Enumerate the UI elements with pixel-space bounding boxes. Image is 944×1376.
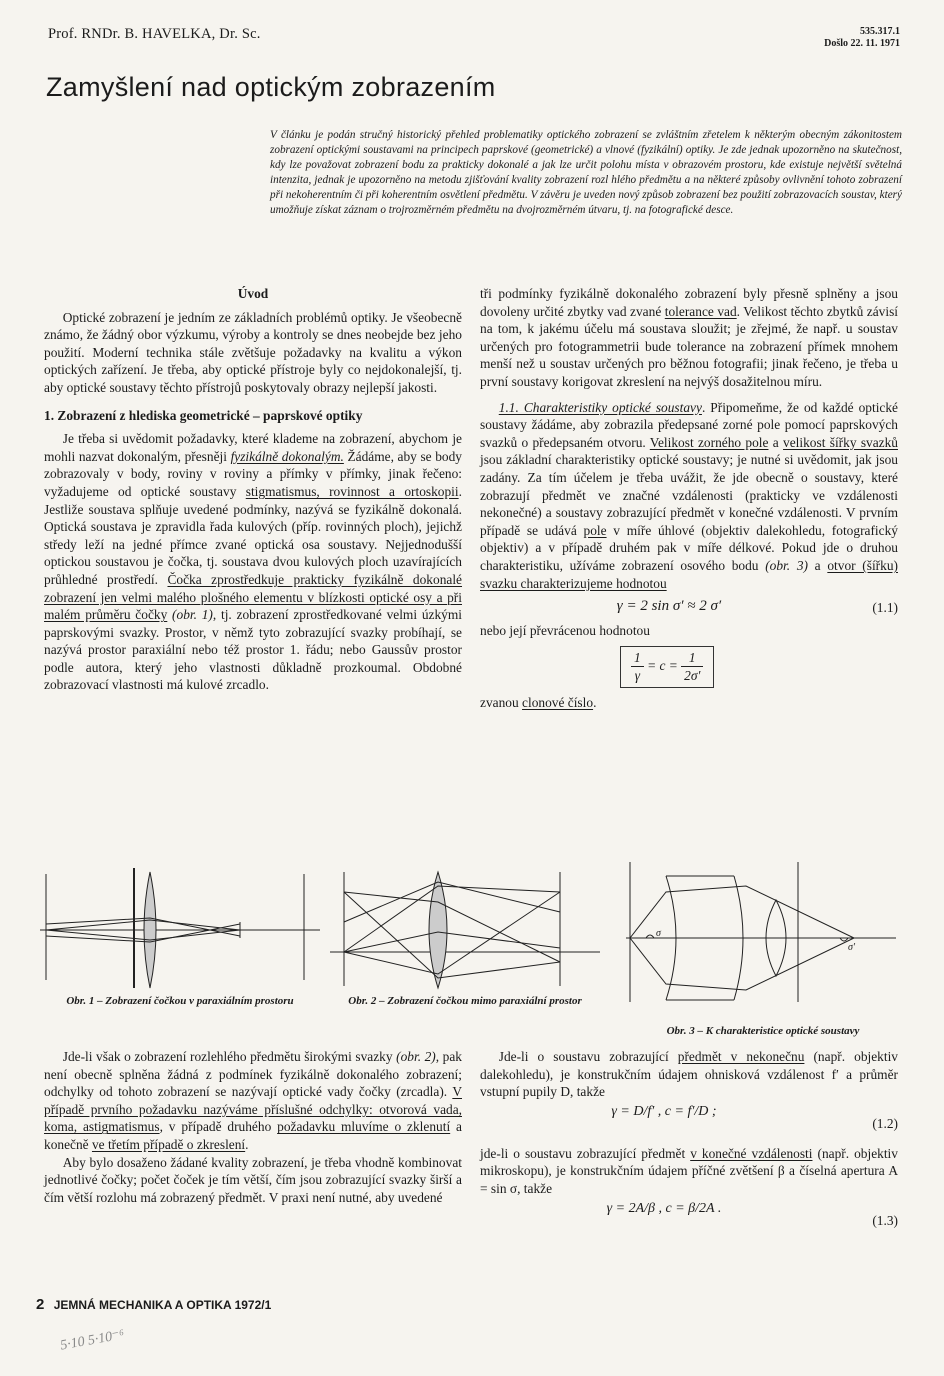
text-run: , v případě druhého <box>159 1119 278 1135</box>
equation-number: (1.2) <box>872 1115 898 1131</box>
text-run: , pak není obecně splněna žádná z podmínek fyzikálně dokonalého zobrazení; odchylky od tohoto zobrazení se nazývají optické vady čočky (zrcadla). <box>44 1049 463 1100</box>
figure-3-diagram <box>626 856 896 1006</box>
left-paragraph-3 <box>44 1048 462 1154</box>
reference-block <box>824 26 900 50</box>
text-run: jde-li o soustavu zobrazující předmět <box>480 1145 691 1161</box>
right-column <box>480 285 898 711</box>
section-1-heading: 1. Zobrazení z hlediska geometrické – paprskové optiky <box>44 407 363 423</box>
article-title: Zamyšlení nad optickým zobrazením <box>46 72 496 102</box>
equation-number: (1.3) <box>872 1212 898 1228</box>
figure-3-caption: Obr. 3 – K charakteristice optické soustavy <box>666 1025 860 1037</box>
figure-3-sigma-label: σ <box>656 928 661 939</box>
pencil-annotation: 5·10 5·10⁻⁶ <box>59 1327 126 1354</box>
figure-2-diagram <box>330 862 600 992</box>
text-run-underlined: požadavku mluvíme o zklenutí <box>277 1119 451 1135</box>
text-run-underlined: tolerance vad <box>664 303 737 319</box>
text-run-underlined: fyzikálně dokonalým. <box>230 448 344 464</box>
received-date: Došlo 22. 11. 1971 <box>824 38 900 49</box>
equation-middle: = c = <box>647 657 678 673</box>
text-run: zvanou <box>480 694 523 710</box>
left-paragraph-4: Aby bylo dosaženo žádané kvality zobrazení, je třeba vhodně kombinovat jednotlivé čočky; počet čoček je tím větší, čím jsou zobrazující svazky širší a čím větší rozlohu má zobrazený předmět. V praxi není nutné, aby uvedené <box>44 1154 462 1205</box>
text-run: (např. objektiv dalekohledu), je konstrukčním údajem ohnisková vzdálenost f′ a průměr vstupní pupily D, takže <box>480 1049 899 1100</box>
text-run: Jde-li o soustavu zobrazující <box>498 1049 678 1064</box>
right-paragraph-3: nebo její převrácenou hodnotou <box>480 623 650 639</box>
left-column <box>44 285 462 694</box>
text-run-underlined: V případě prvního požadavku nazýváme příslušné odchylky: otvorová vada, koma, astigmatismus <box>44 1084 462 1135</box>
fraction <box>681 649 703 685</box>
text-run: tři podmínky fyzikálně dokonalého zobrazení byly přesně splněny a jsou dovoleny určité zbytky vad zvané <box>480 286 898 319</box>
text-run: . <box>593 694 597 710</box>
figure-3-sigma-prime-label: σ′ <box>848 942 856 953</box>
subsection-heading: 1.1. Charakteristiky optické soustavy <box>498 399 702 415</box>
text-run: v míře úhlové (objektiv dalekohledu, fotografický objektiv) a v případě druhém pak v míře délkové. Pokud jde o druhou charakteristiku, užíváme zobrazení osového bodu <box>480 522 898 573</box>
text-run: a <box>807 557 828 573</box>
abstract: V článku je podán stručný historický přehled problematiky optického zobrazení se zvláštním zřetelem k některým obecným zákonitostem zobrazení optickými soustavami na principech paprskové (geometrické) a vlnové (fyzikální) optiky. Je zde jednak upozorněno na skutečnost, kdy lze považovat zobrazení bodu za prakticky dokonalé a jak lze určit polohu místa v obrazovém prostoru, kde existuje největší světelná intenzita, jednak je upozorněno na metodu zjišťování kvality zobrazení rozl hlého předmětu a na některé způsoby ovlivnění tohoto zobrazení při nekoherentním či při koherentním osvětlení předmětu. V závěru je uveden nový způsob zobrazení bez použití zobrazovacích soustav, který umožňuje získat záznam o trojrozměrném předmětu na dvojrozměrném útvaru, tj. na fotografické desce. <box>270 129 902 217</box>
numerator: 1 <box>631 649 644 668</box>
text-run: Jde-li však o zobrazení rozlehlého předmětu širokými svazky <box>62 1049 397 1064</box>
figure-reference: (obr. 2) <box>396 1049 436 1064</box>
right-paragraph-4 <box>480 694 898 712</box>
right-paragraph-5 <box>480 1048 898 1101</box>
equation-1-2 <box>480 1101 898 1145</box>
intro-paragraph: Optické zobrazení je jedním ze základních problémů optiky. Je všeobecně známo, že žádný obor výzkumu, výroby a kontroly se dnes neobejde bez jeho použití. Moderní technika stále zvětšuje požadavky na kvalitu a výkon optických zařízení. Je třeba, aby optické přístroje byly co nejdokonalejší, tj. aby optické soustavy těchto přístrojů poskytovaly obrazy nejlepší jakosti. <box>44 309 462 395</box>
udc-code: 535.317.1 <box>860 26 900 37</box>
figure-2-caption: Obr. 2 – Zobrazení čočkou mimo paraxiální prostor <box>348 995 582 1007</box>
boxed-equation <box>620 646 714 688</box>
equation-formula: γ = D/f′ , c = f′/D ; <box>611 1103 717 1119</box>
section-1-paragraph <box>44 430 462 694</box>
text-run: . Jestliže soustava splňuje uvedené podmínky, nazývá se fyzikálně dokonalá. Optická soustava je zpravidla řada kulových (příp. rovinných ploch), jejichž středy leží na jedné přímce zvané optická osa soustavy. Nejjednodušší optickou soustavou je čočka, tj. soustava dvou kulových ploch uzavírajících průhledné prostředí. <box>44 483 462 587</box>
text-run-underlined: otvor (šířku) svazku charakterizujeme hodnotou <box>480 557 898 591</box>
text-run: (např. objektiv mikroskopu), je konstrukčním údajem příčné zvětšení β a číselná apertura A = sin σ, takže <box>480 1145 898 1196</box>
equation-formula: γ = 2 sin σ′ ≈ 2 σ′ <box>616 598 722 615</box>
text-run: . Velikost těchto zbytků závisí na tom, k jakému účelu má soustava sloužit; je zřejmé, že např. u soustav určených pro fotogrammetrii bude tolerance na zobrazení přímek mnohem menší než u soustav určených pro běžnou fotografii; jinak řečeno, je třeba u první soustavy korigovat zkreslení na nejvýš dosažitelnou míru. <box>480 303 898 389</box>
text-run: a <box>768 434 784 450</box>
subsection-1-1-paragraph <box>480 399 898 593</box>
figure-1-caption: Obr. 1 – Zobrazení čočkou v paraxiálním prostoru <box>66 995 294 1007</box>
text-run-underlined: velikost šířky svazků <box>783 434 898 450</box>
right-column-bottom <box>480 1048 898 1242</box>
equation-box <box>620 646 898 688</box>
text-run-underlined: Velikost zorného pole <box>649 434 769 450</box>
left-column-bottom <box>44 1048 462 1206</box>
right-paragraph-1 <box>480 285 898 391</box>
figure-reference: (obr. 3) <box>765 557 808 573</box>
text-run-underlined: předmět v nekonečnu <box>677 1049 805 1064</box>
text-run-underlined: pole <box>583 522 607 538</box>
text-run: a konečně <box>44 1119 462 1152</box>
text-run: . Připomeňme, že od každé optické soustavy žádáme, aby zobrazila předepsané zorné pole pomocí paprskových svazků o předepsaném otvoru. <box>480 399 898 450</box>
author-line: Prof. RNDr. B. HAVELKA, Dr. Sc. <box>48 26 261 42</box>
figure-1-diagram <box>40 862 320 992</box>
equation-1-1 <box>480 592 898 622</box>
right-paragraph-6 <box>480 1145 898 1198</box>
text-run: , tj. zobrazení zprostředkované velmi úzkými paprskovými svazky. Prostor, v němž tyto zobrazující svazky probíhají, se nazývá prostor paraxiální nebo též prostor 1. řádu; nebo Gaussův prostor podle autora, který jeho vlastnosti důkladně prozkoumal. Obdobné zobrazovací vlastnosti má kulové zrcadlo. <box>44 607 462 693</box>
equation-1-3 <box>480 1198 898 1242</box>
fraction <box>631 649 644 685</box>
equation-formula: γ = 2A/β , c = β/2A . <box>606 1200 722 1216</box>
journal-name: JEMNÁ MECHANIKA A OPTIKA 1972/1 <box>53 1298 272 1312</box>
text-run-underlined: stigmatismus, rovinnost a ortoskopii <box>245 483 459 499</box>
text-run: . <box>245 1136 249 1152</box>
text-run: Je třeba si uvědomit požadavky, které klademe na zobrazení, abychom je mohli nazvat dokonalým, přesněji <box>44 431 462 464</box>
page-number: 2 <box>36 1296 45 1313</box>
numerator: 1 <box>681 649 703 668</box>
denominator: 2σ′ <box>684 668 701 684</box>
text-run: jsou základní charakteristiky optické soustavy; je nutné si uvědomit, jak jsou zadány. Za tím účelem je třeba uvážit, že jde obecně o soustavy, které zobrazují předmět ve značné vzdálenosti (prakticky ve vzdálenosti nekonečné) a soustavy zobrazující předmět v konečné vzdálenosti. V prvním případě se udává <box>480 452 898 538</box>
intro-heading: Úvod <box>237 286 269 301</box>
denominator: γ <box>634 668 640 684</box>
text-run: Žádáme, aby se body zobrazovaly v body, roviny v roviny a přímky v přímky, jinak řečeno: vyžadujeme od optické soustavy <box>44 448 462 499</box>
text-run-underlined: Čočka zprostředkuje prakticky fyzikálně dokonalé zobrazení jen velmi malého plošného elementu v blízkosti optické osy a při malém průměru čočky <box>44 571 463 623</box>
page-footer <box>36 1296 271 1313</box>
equation-number: (1.1) <box>872 600 898 616</box>
figure-reference: (obr. 1) <box>167 607 213 623</box>
text-run-underlined: ve třetím případě o zkreslení <box>91 1136 246 1152</box>
text-run-underlined: clonové číslo <box>522 694 594 710</box>
text-run-underlined: v konečné vzdálenosti <box>690 1145 813 1161</box>
